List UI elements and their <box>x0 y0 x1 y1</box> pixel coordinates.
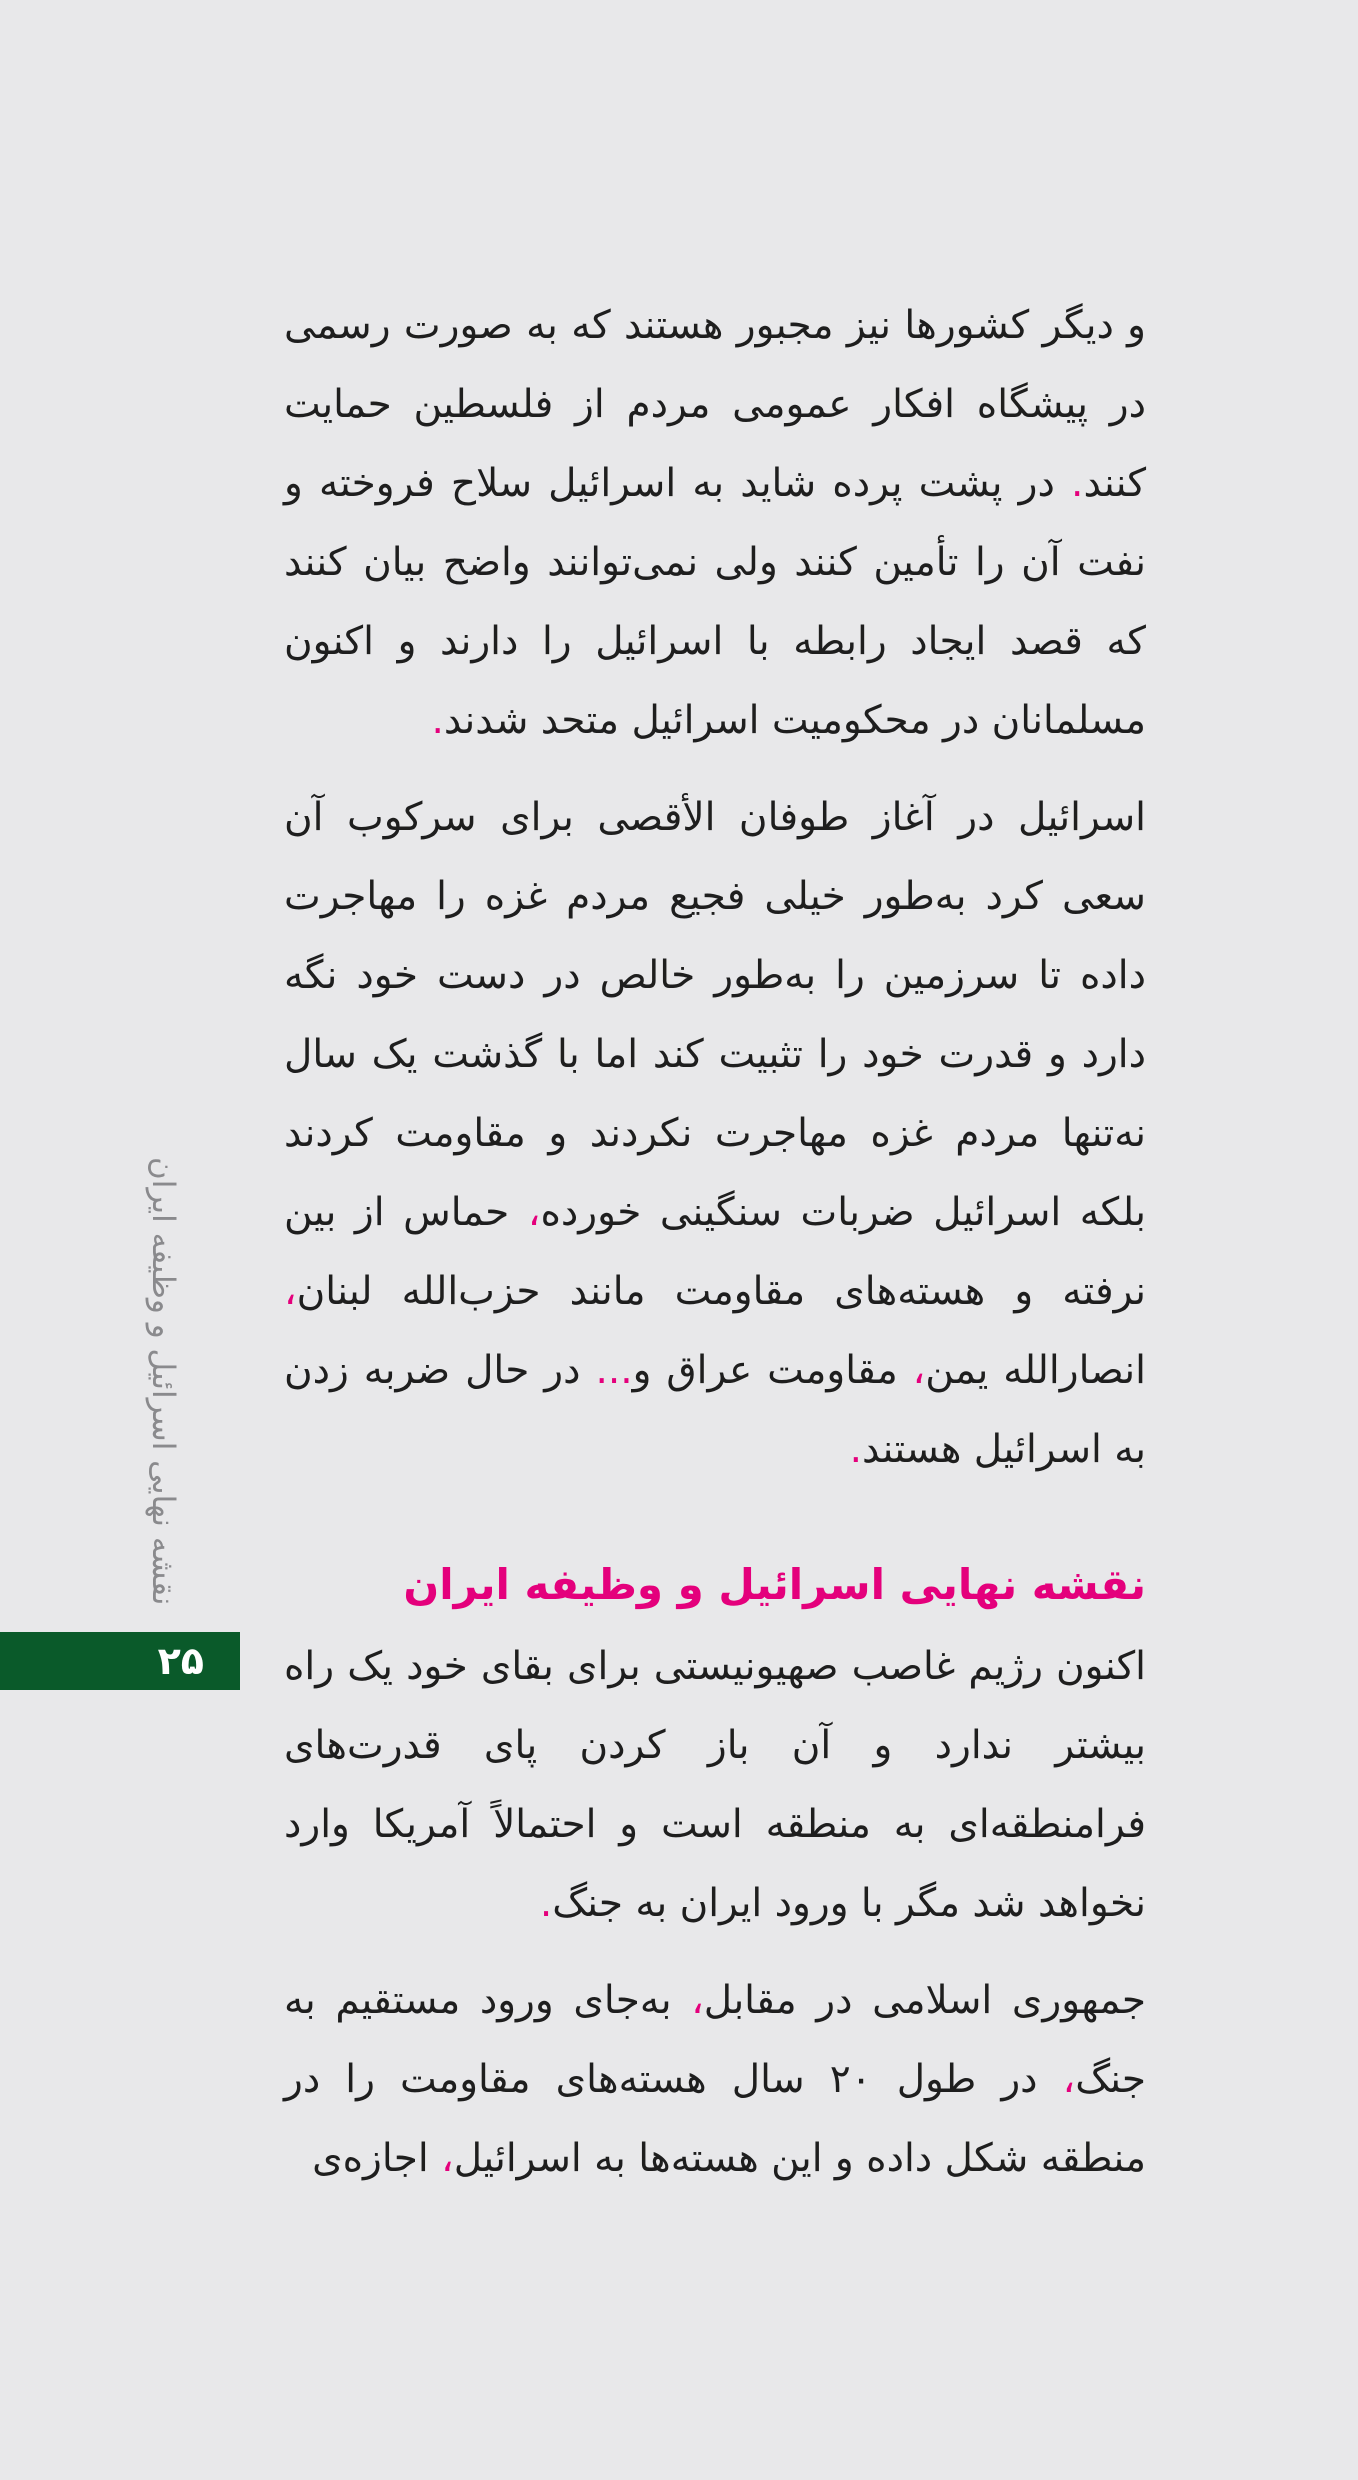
page-number-tab <box>0 1632 240 1690</box>
body-paragraph <box>284 1961 1146 2198</box>
paragraph-text: اکنون رژیم غاصب صهیونیستی برای بقای خود یک راه بیشتر ندارد و آن باز کردن پای قدرت‌های فرامنطقه‌ای به منطقه است و احتمالاً آمریکا وارد نخواهد شد مگر با ورود ایران به جنگ <box>284 1644 1146 1926</box>
paragraph-text: در حال ضربه زدن به اسرائیل هستند <box>284 1348 1146 1472</box>
accent-ellipsis: ... <box>595 1348 633 1393</box>
accent-comma: ، <box>441 2136 454 2181</box>
paragraph-text: در طول ۲۰ سال هسته‌های مقاومت را در منطقه شکل داده و این هسته‌ها به اسرائیل <box>284 2057 1146 2181</box>
accent-comma: ، <box>912 1348 926 1393</box>
main-text-column <box>284 286 1146 2216</box>
accent-comma: ، <box>1062 2057 1076 2102</box>
body-paragraph <box>284 778 1146 1489</box>
accent-comma: ، <box>691 1978 704 2023</box>
paragraph-text: به‌جای ورود مستقیم به جنگ <box>284 1978 1146 2102</box>
paragraph-text: اسرائیل در آغاز طوفان الأقصی برای سرکوب آن سعی کرد به‌طور خیلی فجیع مردم غزه را مهاجرت داده تا سرزمین را به‌طور خالص در دست خود نگه دارد و قدرت خود را تثبیت کند اما با گذشت یک سال نه‌تنها مردم غزه مهاجرت نکردند و مقاومت کردند بلکه اسرائیل ضربات سنگینی خورده <box>284 795 1146 1235</box>
accent-period: . <box>539 1881 553 1926</box>
accent-comma: ، <box>527 1190 541 1235</box>
paragraph-text: جمهوری اسلامی در مقابل <box>703 1978 1146 2023</box>
accent-comma: ، <box>284 1269 297 1314</box>
paragraph-text: حماس از بین نرفته و هسته‌های مقاومت مانند حزب‌الله لبنان <box>284 1190 1146 1314</box>
accent-period: . <box>849 1427 863 1472</box>
body-paragraph <box>284 1627 1146 1943</box>
accent-period: . <box>1071 461 1084 506</box>
paragraph-text: و دیگر کشورها نیز مجبور هستند که به صورت رسمی در پیشگاه افکار عمومی مردم از فلسطین حمایت کنند <box>284 303 1147 506</box>
page-number: ۲۵ <box>157 1639 204 1683</box>
paragraph-text: در پشت پرده شاید به اسرائیل سلاح فروخته و نفت آن را تأمین کنند ولی نمی‌توانند واضح بیان کنند که قصد ایجاد رابطه با اسرائیل را دارند و اکنون مسلمانان در محکومیت اسرائیل متحد شدند <box>284 461 1146 743</box>
accent-period: . <box>431 698 444 743</box>
section-heading: نقشه نهایی اسرائیل و وظیفه ایران <box>403 1560 1146 1609</box>
running-title: نقشه نهایی اسرائیل و وظیفه ایران <box>145 1156 181 1605</box>
paragraph-text: مقاومت عراق و <box>632 1348 913 1393</box>
paragraph-text: انصارالله یمن <box>925 1348 1146 1393</box>
body-paragraph <box>284 286 1146 760</box>
paragraph-text: اجازه‌ی <box>312 2136 442 2181</box>
